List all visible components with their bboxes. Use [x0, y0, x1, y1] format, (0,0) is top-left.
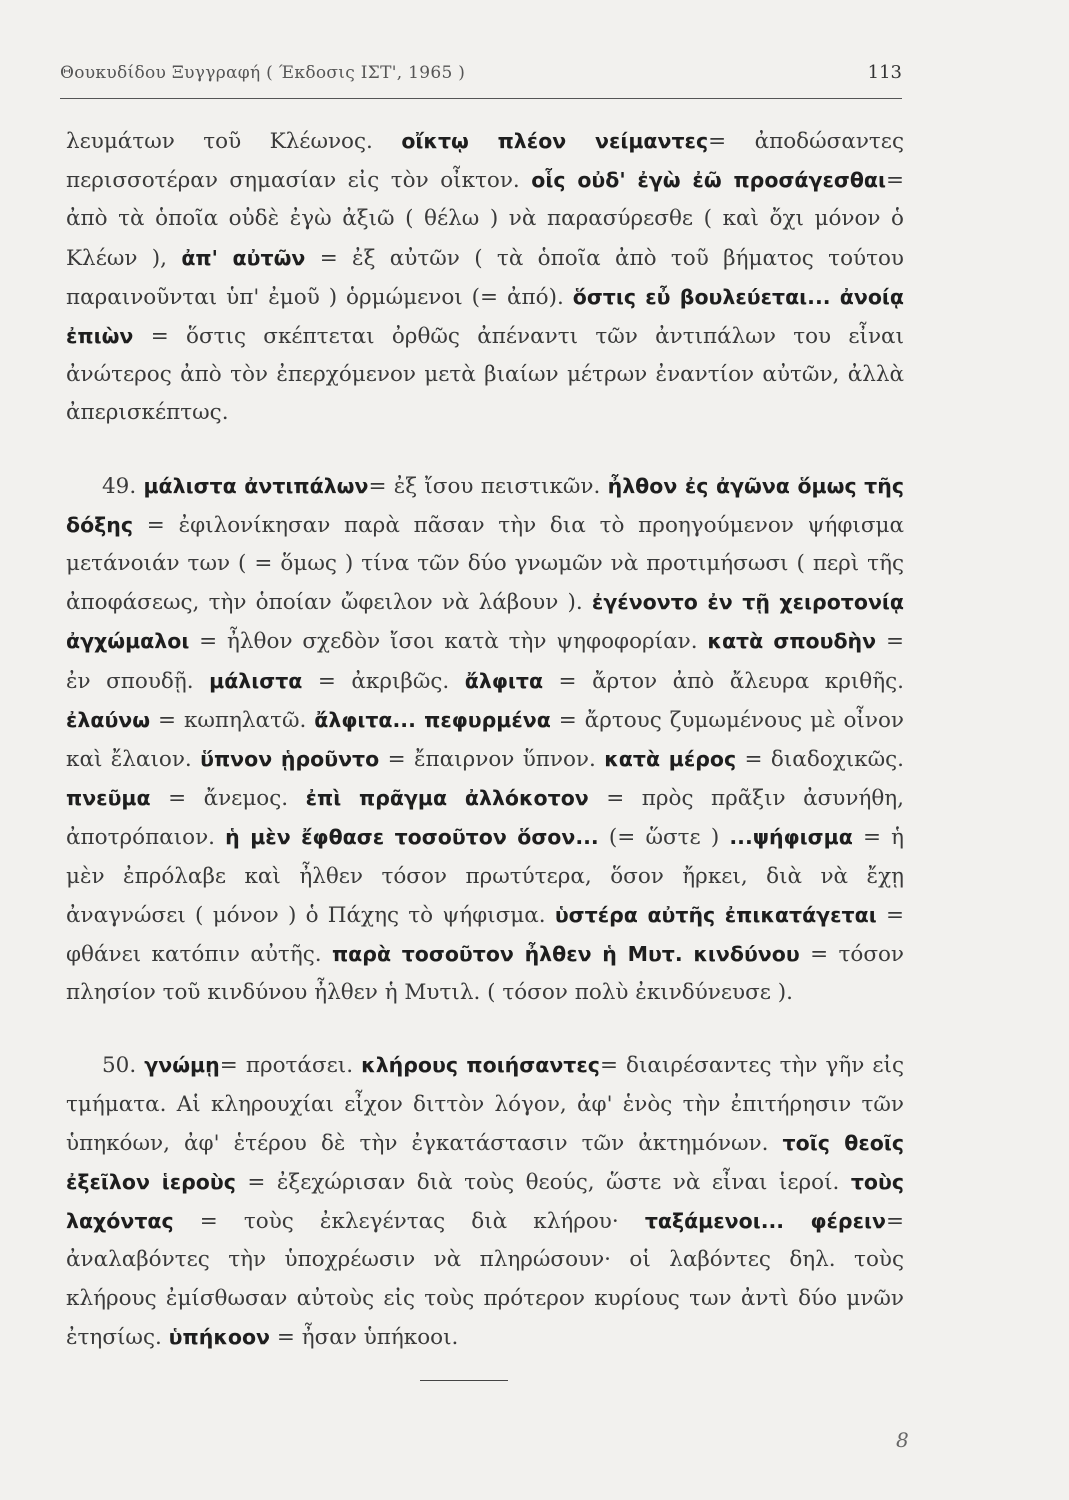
lemma-term: τοὺς λαχόντας: [66, 1170, 904, 1234]
lemma-term: ἐπὶ πρᾶγμα ἀλλόκοτον: [305, 786, 589, 811]
gloss-text: 50.: [102, 1053, 145, 1079]
lemma-term: ταξάμενοι... φέρειν: [644, 1209, 886, 1234]
lemma-term: τοῖς θεοῖς ἐξεῖλον ἱεροὺς: [66, 1130, 904, 1195]
running-header: [60, 62, 902, 83]
gloss-text: = ἄνεμος.: [150, 786, 306, 812]
gloss-text: = ἀναλαβόντες τὴν ὑποχρέωσιν νὰ πληρώσουν· οἱ λαβόντες δηλ. τοὺς κλήρους ἐμίσθωσαν αὐτοὺς εἰς τοὺς πρότερον κυρίους των ἀντὶ δύο μνῶν ἐτησίως.: [66, 1209, 904, 1350]
gloss-text: = κωπηλατῶ.: [150, 707, 315, 733]
lemma-term: γνώμῃ: [144, 1053, 220, 1078]
gloss-text: = ἀκριβῶς.: [302, 668, 465, 694]
lemma-term: ἄλφιτα: [464, 668, 544, 693]
lemma-term: ἀπ' αὐτῶν: [181, 245, 306, 270]
lemma-term: ὑστέρα αὐτῆς ἐπικατάγεται: [554, 902, 877, 927]
lemma-term: ἄλφιτα... πεφυρμένα: [314, 707, 551, 732]
gloss-text: = ὅστις σκέπτεται ὀρθῶς ἀπέναντι τῶν ἀντιπάλων του εἶναι ἀνώτερος ἀπὸ τὸν ἐπερχόμενον μετὰ βιαίων μέτρων ἐναντίον αὐτῶν, ἀλλὰ ἀπερισκέπτως.: [66, 324, 904, 426]
running-title: Θουκυδίδου Ξυγγραφή ( Έκδοσις ΙΣΤ', 1965 ): [60, 63, 466, 83]
gloss-text: = διαιρέσαντες τὴν γῆν εἰς τμήματα. Αἱ κληρουχίαι εἶχον διττὸν λόγον, ἀφ' ἑνὸς τὴν ἐπιτήρησιν τῶν ὑπηκόων, ἀφ' ἑτέρου δὲ τὴν ἐγκατάστασιν τῶν ἀκτημόνων.: [66, 1053, 905, 1156]
gloss-text: = ἦσαν ὑπήκοοι.: [270, 1324, 459, 1350]
lemma-term: οἷς οὐδ' ἐγὼ ἐῶ προσάγεσθαι: [531, 168, 886, 193]
gloss-text: = διαδοχικῶς.: [736, 747, 905, 773]
gloss-text: = ἐξεχώρισαν διὰ τοὺς θεούς, ὥστε νὰ εἶναι ἱεροί.: [235, 1170, 851, 1196]
lemma-term: ὕπνον ᾑροῦντο: [200, 747, 380, 772]
gloss-text: = φθάνει κατόπιν αὐτῆς.: [66, 902, 904, 968]
gloss-text: = ἀπὸ τὰ ὁποῖα οὐδὲ ἐγὼ ἀξιῶ ( θέλω ) νὰ παρασύρεσθε ( καὶ ὄχι μόνον ὁ Κλέων ),: [66, 168, 905, 271]
lemma-term: ἐλαύνω: [66, 707, 151, 732]
lemma-term: κατὰ μέρος: [604, 747, 737, 772]
lemma-term: μάλιστα ἀντιπάλων: [143, 473, 369, 498]
gloss-text: = ἡ μὲν ἐπρόλαβε καὶ ἦλθεν τόσον πρωτύτερα, ὅσον ἤρκει, διὰ νὰ ἔχῃ ἀναγνώσει ( μόνον ) ὁ Πάχης τὸ ψήφισμα.: [66, 825, 904, 928]
gloss-text: = πρὸς πρᾶξιν ἀσυνήθη, ἀποτρόπαιον.: [66, 786, 904, 851]
lemma-term: παρὰ τοσοῦτον ἦλθεν ἡ Μυτ. κινδύνου: [331, 942, 800, 967]
paragraph-section-50: [66, 1046, 904, 1357]
gloss-text: (= ὥστε ): [598, 825, 730, 851]
gloss-text: = ἐφιλονίκησαν παρὰ πᾶσαν τὴν δια τὸ προηγούμενον ψήφισμα μετάνοιάν των ( = ὅμως ) τίνα τῶν δύο γνωμῶν νὰ προτιμήσωσι ( περὶ τῆς ἀποφάσεως, τὴν ὁποίαν ὤφειλον νὰ λάβουν ).: [66, 512, 904, 616]
header-rule: [60, 98, 902, 99]
lemma-term: ὅστις εὖ βουλεύεται... ἀνοίᾳ ἐπιὼν: [66, 284, 904, 349]
lemma-term: μάλιστα: [209, 668, 303, 693]
gloss-text: = τοὺς ἐκλεγέντας διὰ κλήρου·: [173, 1209, 645, 1235]
gloss-text: = ἐν σπουδῇ.: [66, 629, 904, 694]
gloss-text: = ἐξ ἴσου πειστικῶν.: [368, 473, 608, 499]
gloss-text: = ἐξ αὐτῶν ( τὰ ὁποῖα ἀπὸ τοῦ βήματος τούτου παραινοῦνται ὑπ' ἐμοῦ ) ὁρμώμενοι (= ἀπό).: [66, 245, 904, 310]
gloss-text: = ἄρτους ζυμωμένους μὲ οἶνον καὶ ἔλαιον.: [66, 707, 904, 773]
gloss-text: = ἔπαιρνον ὕπνον.: [379, 747, 605, 773]
lemma-term: κατὰ σπουδὴν: [707, 629, 877, 654]
lemma-term: ἦλθον ἐς ἀγῶνα ὅμως τῆς δόξης: [66, 473, 904, 537]
lemma-term: ὑπήκοον: [168, 1324, 271, 1349]
paragraph-section-49: [66, 467, 904, 1013]
signature-mark: 8: [896, 1428, 909, 1452]
gloss-text: = τόσον πλησίον τοῦ κινδύνου ἦλθεν ἡ Μυτιλ. ( τόσον πολὺ ἐκινδύνευσε ).: [66, 942, 905, 1006]
lemma-term: οἴκτῳ πλέον νείμαντες: [401, 129, 709, 153]
gloss-text: = ἦλθον σχεδὸν ἴσοι κατὰ τὴν ψηφοφορίαν.: [189, 629, 708, 655]
gloss-text: λευμάτων τοῦ Κλέωνος.: [66, 129, 402, 154]
paragraph-continuation: [66, 122, 904, 433]
gloss-text: = ἄρτον ἀπὸ ἄλευρα κριθῆς.: [543, 668, 904, 694]
commentary-body: [66, 122, 904, 1357]
lemma-term: ἐγένοντο ἐν τῇ χειροτονίᾳ ἀγχώμαλοι: [66, 590, 904, 654]
lemma-term: πνεῦμα: [66, 786, 151, 811]
lemma-term: ἡ μὲν ἔφθασε τοσοῦτον ὅσον...: [225, 825, 599, 850]
end-rule: [420, 1380, 508, 1381]
gloss-text: = προτάσει.: [219, 1053, 362, 1079]
lemma-term: ...ψήφισμα: [729, 825, 853, 850]
gloss-text: = ἀποδώσαντες περισσοτέραν σημασίαν εἰς τὸν οἶκτον.: [66, 129, 904, 194]
lemma-term: κλήρους ποιήσαντες: [361, 1053, 600, 1078]
gloss-text: 49.: [102, 473, 144, 499]
page-number: 113: [867, 62, 902, 83]
